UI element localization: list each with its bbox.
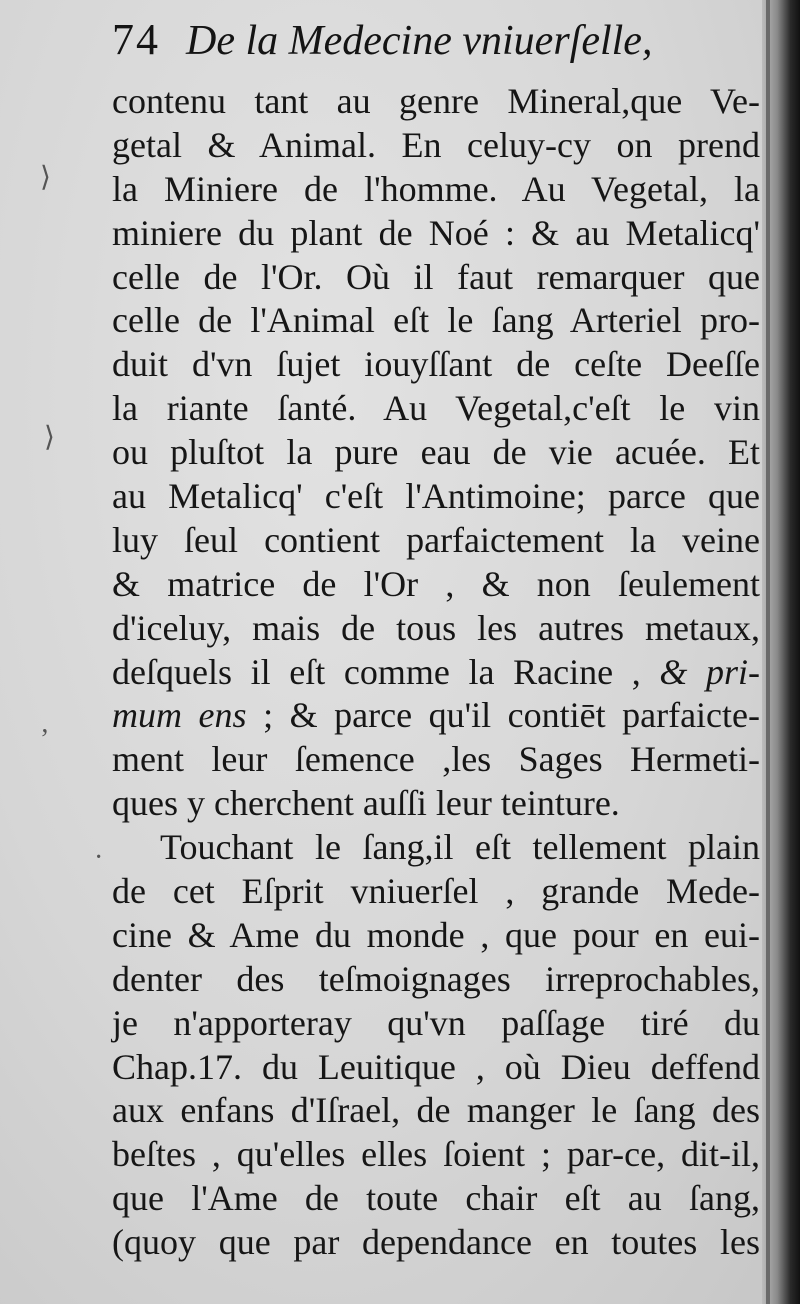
page-header (112, 14, 752, 84)
text-line (112, 299, 760, 343)
page-number: 74 (112, 15, 160, 64)
text-line (112, 475, 760, 519)
text-segment: Touchant le ſang,il eſt tellement plain (160, 827, 760, 868)
italic-text-segment: mum ens (112, 695, 247, 736)
text-segment: que l'Ame de toute chair eſt au ſang, (112, 1178, 760, 1219)
text-segment: ques y cherchent auſſi leur teinture. (112, 783, 620, 824)
paragraph (112, 80, 760, 826)
text-line (112, 782, 760, 826)
margin-bracket-mark: ⟩ (44, 422, 55, 453)
margin-bracket-mark: ⟩ (40, 162, 51, 193)
page-binding-edge (766, 0, 770, 1304)
text-segment: ment leur ſemence ,les Sages Hermeti- (112, 739, 760, 780)
paragraph (112, 826, 760, 1265)
text-line (112, 80, 760, 124)
text-line (112, 958, 760, 1002)
text-line (112, 1221, 760, 1265)
text-segment: beſtes , qu'elles elles ſoient ; par-ce, dit-il, (112, 1134, 760, 1175)
text-line (112, 431, 760, 475)
text-segment: duit d'vn ſujet iouyſſant de ceſte Deeſſe (112, 344, 760, 385)
text-line (112, 387, 760, 431)
text-segment: je n'apporteray qu'vn paſſage tiré du (112, 1002, 760, 1043)
body-text (112, 80, 760, 1265)
text-segment: aux enfans d'Iſrael, de manger le ſang des (112, 1090, 760, 1131)
text-segment: ou pluſtot la pure eau de vie acuée. Et (112, 432, 760, 473)
text-line (112, 212, 760, 256)
text-segment: d'iceluy, mais de tous les autres metaux, (112, 607, 760, 648)
text-line (112, 1133, 760, 1177)
text-segment: la riante ſanté. Au Vegetal,c'eſt le vin (112, 388, 760, 429)
margin-dot-mark: · (94, 842, 104, 873)
text-segment: denter des teſmoignages irreprochables, (112, 958, 760, 999)
text-line (112, 168, 760, 212)
text-segment: ; & parce qu'il contiēt parfaicte- (246, 695, 761, 736)
text-segment: (quoy que par dependance en toutes les (112, 1222, 760, 1263)
text-segment: miniere du plant de Noé : & au Metalicq' (112, 212, 760, 253)
text-line (112, 738, 760, 782)
text-line (112, 914, 760, 958)
running-title: De la Medecine vniuerſelle, (186, 18, 653, 64)
text-line (112, 1089, 760, 1133)
text-line (112, 1046, 760, 1090)
text-line (112, 519, 760, 563)
text-segment: & matrice de l'Or , & non ſeulement (112, 563, 760, 604)
text-segment: de cet Eſprit vniuerſel , grande Mede- (112, 871, 760, 912)
text-line (112, 607, 760, 651)
text-line (112, 870, 760, 914)
text-segment: contenu tant au genre Mineral,que Ve- (112, 81, 760, 121)
text-segment: celle de l'Animal eſt le ſang Arteriel pro- (112, 300, 760, 341)
italic-text-segment: & pri- (659, 651, 760, 692)
text-line (112, 694, 760, 738)
margin-tick-mark: ʼ (40, 724, 50, 755)
text-line (112, 1002, 760, 1046)
text-line (112, 256, 760, 300)
text-line (112, 124, 760, 168)
text-segment: Chap.17. du Leuitique , où Dieu deffend (112, 1046, 760, 1087)
text-segment: deſquels il eſt comme la Racine , (112, 651, 660, 692)
text-segment: cine & Ame du monde , que pour en eui- (112, 914, 760, 955)
text-line (112, 826, 760, 870)
text-segment: luy ſeul contient parfaictement la veine (112, 519, 760, 560)
text-line (112, 563, 760, 607)
text-line (112, 1177, 760, 1221)
text-line (112, 343, 760, 387)
text-segment: la Miniere de l'homme. Au Vegetal, la (112, 168, 760, 209)
text-segment: celle de l'Or. Où il faut remarquer que (112, 256, 760, 297)
text-segment: au Metalicq' c'eſt l'Antimoine; parce que (112, 476, 760, 517)
text-line (112, 651, 760, 695)
text-segment: getal & Animal. En celuy-cy on prend (112, 124, 760, 165)
